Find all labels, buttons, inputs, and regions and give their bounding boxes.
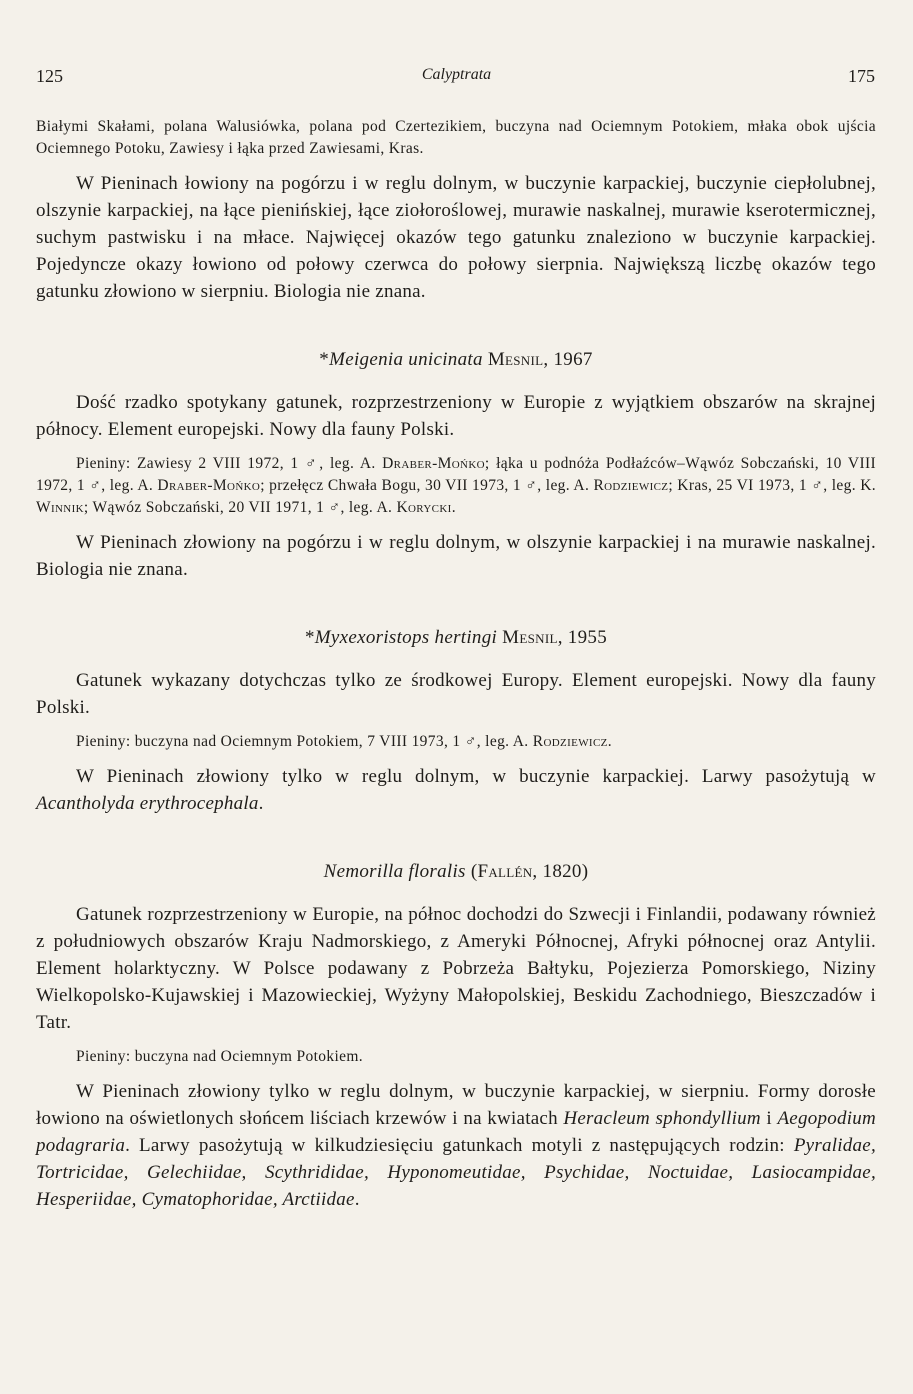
collector-name: Draber-Mońko bbox=[157, 477, 261, 494]
new-record-marker: * bbox=[304, 627, 315, 648]
collector-name: Rodziewicz bbox=[593, 477, 669, 494]
species-distribution: Dość rzadko spotykany gatunek, rozprzestrzeniony w Europie z wyjątkiem obszarów na skrajnej północy. Element europejski. Nowy dla fauny Polski. bbox=[36, 392, 876, 440]
species-records: Pieniny: buczyna nad Ociemnym Potokiem. bbox=[76, 1048, 364, 1065]
collector-name: Korycki bbox=[396, 499, 452, 516]
page-number-left: 125 bbox=[36, 66, 63, 86]
collector-name: Winnik bbox=[36, 499, 84, 516]
species-year: , 1967 bbox=[543, 349, 593, 370]
plant-name: Heracleum sphondyllium bbox=[563, 1108, 761, 1129]
species-year: , 1820) bbox=[532, 861, 589, 882]
species-name: Nemorilla floralis bbox=[323, 861, 466, 882]
species-name: Myxexoristops hertingi bbox=[314, 627, 498, 648]
page-number-right: 175 bbox=[848, 66, 875, 86]
running-title: Calyptrata bbox=[421, 66, 492, 83]
species-remarks: W Pieninach złowiony tylko w reglu dolnym, w buczynie karpackiej, w sierpniu. Formy dorosłe łowiono na oświetlonych słońcem liściach krzewów i na kwiatach Heracleum sphondyllium i Aegopodium podagraria. Larwy pasożytują w kilkudziesięciu gatunkach motyli z następujących rodzin: Pyralidae, Tortricidae, Gelechiidae, Scythrididae, Hyponomeutidae, Psychidae, Noctuidae, Lasiocampidae, Hesperiidae, Cymatophoridae, Arctiidae. bbox=[36, 1081, 876, 1210]
species-author: Fallén bbox=[477, 861, 533, 882]
localities-continued: Białymi Skałami, polana Walusiówka, polana pod Czertezikiem, buczyna nad Ociemnym Potokiem, młaka obok ujścia Ociemnego Potoku, Zawiesy i łąka przed Zawiesami, Kras. bbox=[36, 118, 876, 157]
page-body bbox=[36, 116, 876, 1213]
species-heading-nemorilla: Nemorilla floralis (Fallén, 1820) bbox=[323, 861, 589, 882]
species-heading-myxexoristops bbox=[36, 627, 876, 649]
species-year: , 1955 bbox=[557, 627, 608, 648]
species-remarks: W Pieninach złowiony tylko w reglu dolnym, w buczynie karpackiej. Larwy pasożytują w Acantholyda erythrocephala. bbox=[36, 766, 876, 814]
page-header bbox=[36, 66, 877, 90]
species-remarks: W Pieninach złowiony na pogórzu i w reglu dolnym, w olszynie karpackiej i na murawie naskalnej. Biologia nie znana. bbox=[36, 532, 876, 580]
plant-name: Aegopodium podagraria bbox=[36, 1108, 876, 1156]
species-records: Pieniny: buczyna nad Ociemnym Potokiem, 7 VIII 1973, 1 ♂, leg. A. Rodziewicz. bbox=[76, 733, 612, 750]
species-heading-meigenia bbox=[36, 349, 876, 371]
species-name: Meigenia unicinata bbox=[329, 349, 483, 370]
intro-remarks: W Pieninach łowiony na pogórzu i w reglu dolnym, w buczynie karpackiej, buczynie ciepłolubnej, olszynie karpackiej, na łące pienińskiej, łące ziołoroślowej, murawie naskalnej, murawie kserotermicznej, suchym pastwisku i na młace. Najwięcej okazów tego gatunku znaleziono w buczynie karpackiej. Pojedyncze okazy łowiono od połowy czerwca do połowy sierpnia. Największą liczbę okazów tego gatunku złowiono w sierpniu. Biologia nie znana. bbox=[36, 173, 876, 302]
species-author: Mesnil bbox=[487, 349, 544, 370]
species-distribution: Gatunek wykazany dotychczas tylko ze środkowej Europy. Element europejski. Nowy dla fauny Polski. bbox=[36, 670, 876, 718]
species-records: Pieniny: Zawiesy 2 VIII 1972, 1 ♂, leg. A. Draber-Mońko; łąka u podnóża Podłaźców–Wąwóz Sobczański, 10 VIII 1972, 1 ♂, leg. A. Draber-Mońko; przełęcz Chwała Bogu, 30 VII 1973, 1 ♂, leg. A. Rodziewicz; Kras, 25 VI 1973, 1 ♂, leg. K. Winnik; Wąwóz Sobczański, 20 VII 1971, 1 ♂, leg. A. Korycki. bbox=[36, 455, 876, 516]
new-record-marker: * bbox=[319, 349, 330, 370]
species-distribution: Gatunek rozprzestrzeniony w Europie, na północ dochodzi do Szwecji i Finlandii, podawany również z południowych obszarów Kraju Nadmorskiego, z Ameryki Północnej, Afryki północnej oraz Antylii. Element holarktyczny. W Polsce podawany z Pobrzeża Bałtyku, Pojezierza Pomorskiego, Niziny Wielkopolsko-Kujawskiej i Mazowieckiej, Wyżyny Małopolskiej, Beskidu Zachodniego, Bieszczadów i Tatr. bbox=[36, 904, 876, 1033]
host-families: Pyralidae, Tortricidae, Gelechiidae, Scythrididae, Hyponomeutidae, Psychidae, Noctuidae, Lasiocampidae, Hesperiidae, Cymatophoridae, Arctiidae bbox=[36, 1135, 876, 1210]
species-author: Mesnil bbox=[502, 627, 558, 648]
collector-name: Draber-Mońko bbox=[382, 455, 485, 472]
collector-name: Rodziewicz bbox=[532, 733, 608, 750]
host-name: Acantholyda erythrocephala bbox=[36, 793, 259, 814]
